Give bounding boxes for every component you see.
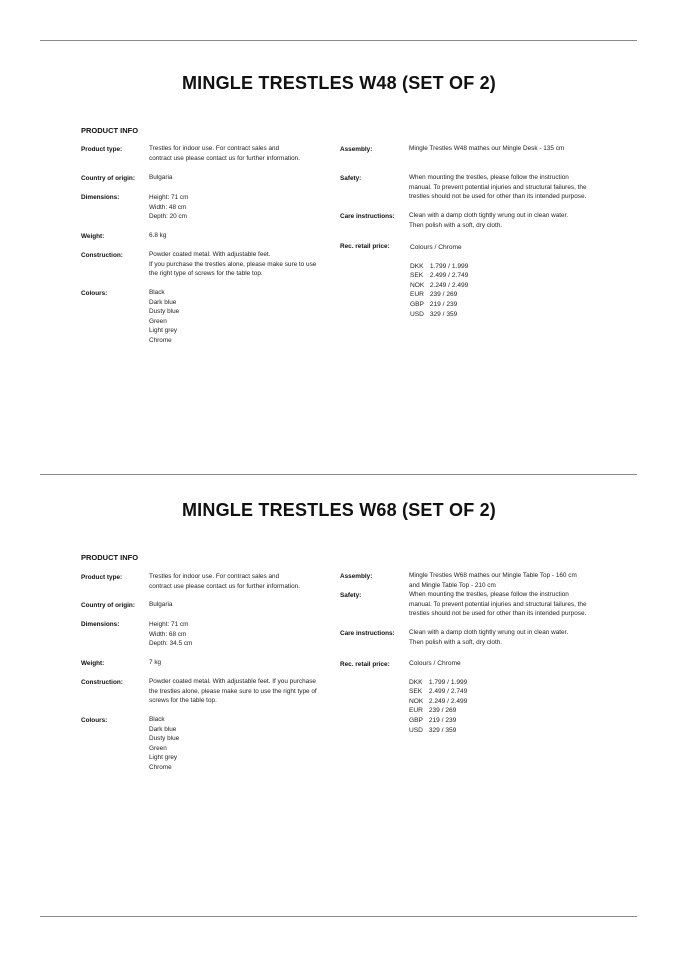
currency-code: GBP <box>409 716 423 724</box>
value-line: When mounting the trestles, please follow the instruction <box>409 591 569 598</box>
currency-code: EUR <box>410 291 424 299</box>
price-row <box>409 716 467 726</box>
value-line: Powder coated metal. With adjustable feet. If you purchase <box>149 678 316 685</box>
price-row <box>409 687 467 697</box>
value-line: Clean with a damp cloth tightly wrung out in clean water. <box>409 212 569 219</box>
currency-code: GBP <box>410 300 424 308</box>
price-row <box>409 706 467 716</box>
product-type-value <box>149 144 300 163</box>
value-line: Trestles for indoor use. For contract sales and <box>149 145 280 152</box>
price-row <box>409 726 467 736</box>
construction-value <box>149 250 316 279</box>
colours-value <box>149 715 179 773</box>
currency-code: DKK <box>410 262 424 270</box>
value-line: Dusty blue <box>149 308 180 316</box>
value-line: Then polish with a soft, dry cloth. <box>409 221 503 229</box>
price-row <box>410 290 468 300</box>
price-value: 239 / 269 <box>428 707 457 715</box>
price-value: 1.799 / 1.999 <box>428 678 468 686</box>
price-value: 329 / 359 <box>428 726 457 734</box>
value-line: screws for the table top. <box>149 697 217 705</box>
value-line: Dark blue <box>149 298 177 306</box>
price-row <box>409 678 467 688</box>
country-label: Country of origin: <box>81 602 135 609</box>
value-line: Mingle Trestles W48 mathes our Mingle Desk - 135 cm <box>409 145 565 152</box>
weight-label: Weight: <box>81 660 105 667</box>
value-line: Depth: 34.5 cm <box>149 640 193 648</box>
safety-label: Safety: <box>340 175 362 182</box>
value-line: Light grey <box>149 754 178 762</box>
construction-label: Construction: <box>81 679 123 686</box>
value-line: Chrome <box>149 336 172 344</box>
price-value: 2.249 / 2.499 <box>429 281 469 289</box>
value-line: contract use please contact us for further information. <box>149 154 300 162</box>
value-line: the trestles alone, please make sure to use the right type of <box>149 687 317 695</box>
assembly-label: Assembly: <box>340 146 373 153</box>
value-line: Trestles for indoor use. For contract sales and <box>149 573 280 580</box>
weight-value <box>149 231 166 241</box>
value-line: Height: 71 cm <box>149 194 189 201</box>
value-line: Height: 71 cm <box>149 621 189 628</box>
care-label: Care instructions: <box>340 630 395 637</box>
price-value: 2.499 / 2.749 <box>428 688 468 696</box>
value-line: Green <box>149 317 167 325</box>
colours-label: Colours: <box>81 290 108 297</box>
currency-code: EUR <box>409 707 423 715</box>
currency-code: SEK <box>410 272 424 280</box>
assembly-value <box>409 144 564 154</box>
country-label: Country of origin: <box>81 175 135 182</box>
safety-value <box>409 173 587 202</box>
dimensions-value <box>149 620 192 649</box>
value-line: Green <box>149 744 167 752</box>
value-line: Bulgaria <box>149 174 173 181</box>
price-value: 1.799 / 1.999 <box>429 262 469 270</box>
value-line: Dark blue <box>149 725 177 733</box>
construction-value <box>149 677 317 706</box>
value-line: Bulgaria <box>149 601 173 608</box>
currency-code: USD <box>410 310 424 318</box>
dimensions-label: Dimensions: <box>81 194 120 201</box>
construction-label: Construction: <box>81 252 123 259</box>
price-value: 2.249 / 2.499 <box>428 697 468 705</box>
price-value: 219 / 239 <box>428 716 457 724</box>
product-type-label: Product type: <box>81 574 123 581</box>
value-line: Width: 48 cm <box>149 203 187 211</box>
value-line: manual. To prevent potential injuries and structural failures, the <box>409 600 587 608</box>
price-row <box>410 271 468 281</box>
price-value: 2.499 / 2.749 <box>429 272 469 280</box>
value-line: Chrome <box>149 763 172 771</box>
price-header: Colours / Chrome <box>409 660 461 667</box>
product-info-heading: PRODUCT INFO <box>81 126 139 135</box>
retail-price-label: Rec. retail price: <box>340 661 390 668</box>
retail-price-label: Rec. retail price: <box>340 243 390 250</box>
value-line: Light grey <box>149 327 178 335</box>
dimensions-label: Dimensions: <box>81 621 120 628</box>
value-line: 6.8 kg <box>149 232 167 239</box>
safety-label: Safety: <box>340 592 362 599</box>
price-row <box>409 697 467 707</box>
value-line: and Mingle Table Top - 210 cm <box>409 581 496 589</box>
value-line: Then polish with a soft, dry cloth. <box>409 638 503 646</box>
value-line: trestles should not be used for other than its intended purpose. <box>409 610 587 618</box>
product-type-value <box>149 572 300 591</box>
country-value <box>149 600 172 610</box>
product-title: MINGLE TRESTLES W48 (SET OF 2) <box>181 73 497 93</box>
assembly-label: Assembly: <box>340 573 373 580</box>
value-line: Black <box>149 289 165 296</box>
weight-label: Weight: <box>81 233 105 240</box>
value-line: When mounting the trestles, please follow the instruction <box>409 174 569 181</box>
currency-code: SEK <box>409 688 423 696</box>
assembly-value <box>409 571 577 590</box>
currency-code: DKK <box>409 678 423 686</box>
product-info-heading: PRODUCT INFO <box>81 553 139 562</box>
retail-price-table <box>410 243 468 319</box>
value-line: Powder coated metal. With adjustable feet. <box>149 251 271 258</box>
bottom-divider <box>40 916 637 917</box>
retail-price-table <box>409 659 467 735</box>
value-line: manual. To prevent potential injuries and structural failures, the <box>409 183 587 191</box>
currency-code: USD <box>409 726 423 734</box>
safety-value <box>409 590 587 619</box>
value-line: Black <box>149 716 165 723</box>
value-line: the right type of screws for the table top. <box>149 270 263 278</box>
value-line: Width: 68 cm <box>149 630 187 638</box>
product-type-label: Product type: <box>81 146 123 153</box>
middle-divider <box>40 474 637 475</box>
value-line: Mingle Trestles W68 mathes our Mingle Table Top - 160 cm <box>409 572 577 579</box>
currency-code: NOK <box>410 281 425 289</box>
price-value: 329 / 359 <box>429 310 458 318</box>
value-line: trestles should not be used for other than its intended purpose. <box>409 193 587 201</box>
product-title: MINGLE TRESTLES W68 (SET OF 2) <box>181 500 497 520</box>
price-row <box>410 262 468 272</box>
care-label: Care instructions: <box>340 213 395 220</box>
price-row <box>410 310 468 320</box>
price-value: 219 / 239 <box>429 300 458 308</box>
care-value <box>409 628 568 647</box>
value-line: 7 kg <box>149 659 162 666</box>
country-value <box>149 173 172 183</box>
price-row <box>410 281 468 291</box>
value-line: Clean with a damp cloth tightly wrung out in clean water. <box>409 629 569 636</box>
top-divider <box>40 40 637 41</box>
colours-value <box>149 288 179 346</box>
value-line: Dusty blue <box>149 735 180 743</box>
price-row <box>410 300 468 310</box>
dimensions-value <box>149 193 188 222</box>
weight-value <box>149 658 161 668</box>
price-header: Colours / Chrome <box>410 244 462 251</box>
value-line: Depth: 20 cm <box>149 213 188 221</box>
care-value <box>409 211 568 230</box>
price-value: 239 / 269 <box>429 291 458 299</box>
currency-code: NOK <box>409 697 424 705</box>
colours-label: Colours: <box>81 717 108 724</box>
value-line: If you purchase the trestles alone, please make sure to use <box>149 260 317 268</box>
value-line: contract use please contact us for further information. <box>149 582 300 590</box>
